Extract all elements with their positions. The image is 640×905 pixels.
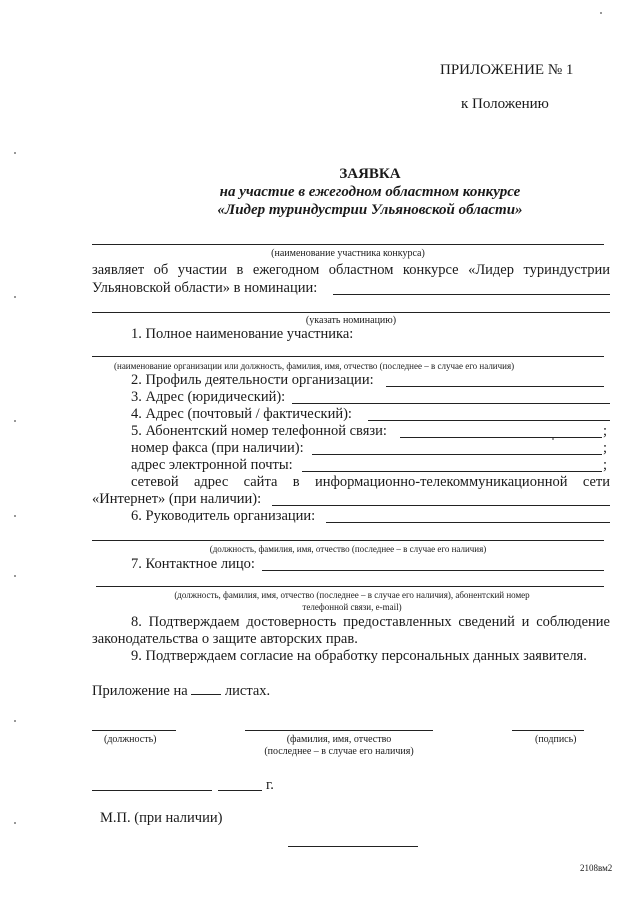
item-7-caption-cont: телефонной связи, e-mail) — [302, 602, 402, 612]
scan-speck — [14, 720, 16, 722]
declaration-text: заявляет об участии в ежегодном областном конкурсе «Лидер туриндустрии — [92, 262, 610, 278]
email-field[interactable] — [302, 471, 602, 472]
item-4-label: 4. Адрес (почтовый / фактический): — [131, 406, 352, 422]
document-code: 2108вм2 — [580, 863, 613, 873]
appendix-label: ПРИЛОЖЕНИЕ № 1 — [440, 62, 574, 78]
item-3-label: 3. Адрес (юридический): — [131, 389, 286, 405]
date-year-field[interactable] — [218, 790, 262, 791]
item-5-label: 5. Абонентский номер телефонной связи: — [131, 423, 387, 439]
fax-field[interactable] — [312, 454, 602, 455]
scan-speck — [14, 822, 16, 824]
item-1-field[interactable] — [92, 356, 604, 357]
item-2-field[interactable] — [386, 386, 604, 387]
scan-speck — [552, 438, 554, 440]
scan-speck — [600, 12, 602, 14]
position-caption: (должность) — [104, 734, 157, 745]
form-subtitle: на участие в ежегодном областном конкурсе — [219, 184, 521, 200]
stamp-line — [288, 846, 418, 847]
contest-name: «Лидер туриндустрии Ульяновской области» — [217, 202, 523, 218]
scan-speck — [14, 296, 16, 298]
signature-caption: (подпись) — [535, 734, 577, 745]
item-6-field[interactable] — [326, 522, 610, 523]
fio-caption-cont: (последнее – в случае его наличия) — [264, 746, 414, 757]
item-5-field[interactable] — [400, 437, 602, 438]
website-field[interactable] — [272, 505, 610, 506]
fio-field[interactable] — [245, 730, 433, 731]
attachment-prefix: Приложение на — [92, 683, 188, 699]
item-6-label: 6. Руководитель организации: — [131, 508, 316, 524]
website-label-cont: «Интернет» (при наличии): — [92, 491, 262, 507]
scan-speck — [14, 420, 16, 422]
form-title: ЗАЯВКА — [339, 166, 401, 182]
item-6-caption: (должность, фамилия, имя, отчество (последнее – в случае его наличия) — [209, 544, 487, 554]
nomination-field[interactable] — [333, 294, 610, 295]
participant-name-caption: (наименование участника конкурса) — [271, 248, 425, 259]
item-1-label: 1. Полное наименование участника: — [131, 326, 354, 342]
item-8-text: 8. Подтверждаем достоверность предоставленных сведений и соблюдение — [131, 614, 610, 630]
scan-speck — [14, 152, 16, 154]
fax-label: номер факса (при наличии): — [131, 440, 304, 456]
nomination-caption: (указать номинацию) — [305, 315, 397, 326]
item-7-field-cont[interactable] — [96, 586, 604, 587]
item-3-field[interactable] — [292, 403, 610, 404]
scan-speck — [14, 515, 16, 517]
declaration-text-cont: Ульяновской области» в номинации: — [92, 280, 318, 296]
year-suffix: г. — [266, 777, 274, 793]
nomination-field-cont[interactable] — [92, 312, 610, 313]
item-7-field[interactable] — [262, 570, 604, 571]
attachment-suffix: листах. — [224, 683, 271, 699]
regulation-reference-label: к Положению — [461, 96, 549, 112]
signature-field[interactable] — [512, 730, 584, 731]
attachment-pages-field[interactable] — [191, 682, 221, 695]
email-label: адрес электронной почты: — [131, 457, 293, 473]
email-semicolon: ; — [603, 457, 608, 473]
fax-semicolon: ; — [603, 440, 608, 456]
item-5-semicolon: ; — [603, 423, 608, 439]
position-field[interactable] — [92, 730, 176, 731]
item-2-label: 2. Профиль деятельности организации: — [131, 372, 374, 388]
participant-name-field[interactable] — [92, 244, 604, 245]
website-label: сетевой адрес сайта в информационно-телекоммуникационной сети — [131, 474, 610, 490]
item-6-field-cont[interactable] — [92, 540, 604, 541]
item-9-text: 9. Подтверждаем согласие на обработку персональных данных заявителя. — [131, 648, 587, 664]
item-7-caption: (должность, фамилия, имя, отчество (последнее – в случае его наличия), абонентский номер — [174, 590, 530, 600]
date-day-month-field[interactable] — [92, 790, 212, 791]
item-8-text-cont: законодательства о защите авторских прав. — [92, 631, 358, 647]
item-7-label: 7. Контактное лицо: — [131, 556, 255, 572]
stamp-label: М.П. (при наличии) — [100, 810, 223, 826]
item-4-field[interactable] — [368, 420, 610, 421]
item-1-caption: (наименование организации или должность, фамилия, имя, отчество (последнее – в случае его наличия) — [114, 361, 515, 371]
scan-speck — [14, 575, 16, 577]
fio-caption: (фамилия, имя, отчество — [286, 734, 392, 745]
attachment-line — [92, 682, 270, 700]
